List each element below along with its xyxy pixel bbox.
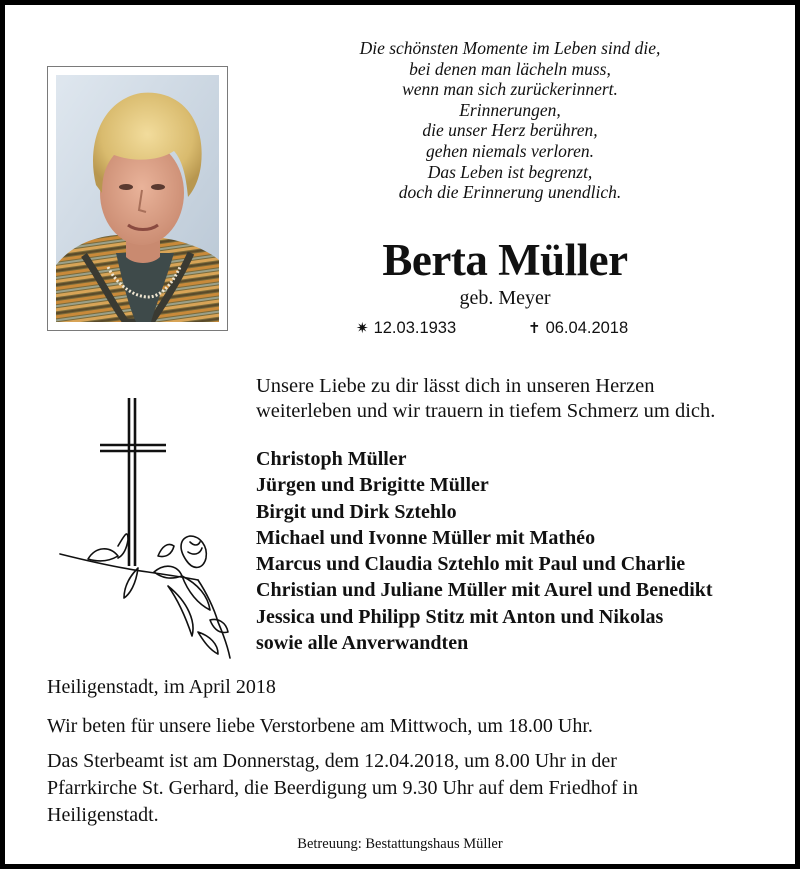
mourner-entry: Christoph Müller (256, 448, 407, 470)
poem-line: Erinnerungen, (459, 99, 561, 120)
poem-line: Das Leben ist begrenzt, (427, 161, 593, 182)
service-line: Heiligenstadt. (47, 804, 159, 826)
service-line: Pfarrkirche St. Gerhard, die Beerdigung um 9.30 Uhr auf dem Friedhof in (47, 777, 638, 799)
statement-line: weiterleben und wir trauern in tiefem Schmerz um dich. (256, 400, 716, 422)
funeral-home-credit: Betreuung: Bestattungshaus Müller (297, 836, 503, 852)
statement-line: Unsere Liebe zu dir lässt dich in unseren Herzen (256, 375, 655, 397)
poem-line: Die schönsten Momente im Leben sind die, (359, 38, 661, 58)
poem-line: bei denen man lächeln muss, (409, 58, 611, 79)
deceased-name: Berta Müller (382, 235, 628, 285)
poem-line: die unser Herz berühren, (422, 120, 598, 141)
mourners-list (256, 446, 796, 656)
poem-line: doch die Erinnerung unendlich. (398, 182, 622, 203)
funeral-service-notice (47, 748, 747, 829)
maiden-name: geb. Meyer (459, 287, 551, 309)
service-line: Das Sterbeamt ist am Donnerstag, dem 12.04.2018, um 8.00 Uhr in der (47, 750, 617, 772)
mourner-entry: Jessica und Philipp Stitz mit Anton und Nikolas (256, 605, 664, 628)
mourner-entry: sowie alle Anverwandten (256, 632, 469, 655)
mourner-entry: Jürgen und Brigitte Müller (256, 474, 489, 497)
birth-date: 12.03.1933 (373, 319, 457, 337)
memorial-poem (290, 38, 730, 203)
mourner-entry: Christian und Juliane Müller mit Aurel und Benedikt (256, 579, 713, 602)
place-and-date: Heiligenstadt, im April 2018 (47, 676, 276, 698)
prayer-notice: Wir beten für unsere liebe Verstorbene am Mittwoch, um 18.00 Uhr. (47, 715, 593, 737)
star-icon: ✷ (356, 319, 369, 337)
cross-with-rose-icon (58, 396, 236, 662)
poem-line: gehen niemals verloren. (426, 140, 594, 161)
death-date-line (528, 318, 628, 338)
portrait-frame (47, 66, 228, 331)
poem-line: wenn man sich zurückerinnert. (402, 79, 618, 100)
mourner-entry: Marcus und Claudia Sztehlo mit Paul und Charlie (256, 553, 686, 576)
mourner-entry: Birgit und Dirk Sztehlo (256, 500, 457, 523)
mourner-entry: Michael und Ivonne Müller mit Mathéo (256, 526, 596, 549)
portrait-photo (56, 75, 219, 322)
cross-icon: ✝ (528, 319, 541, 337)
mourning-statement (256, 374, 796, 424)
death-date: 06.04.2018 (545, 319, 629, 337)
birth-date-line (356, 318, 456, 338)
